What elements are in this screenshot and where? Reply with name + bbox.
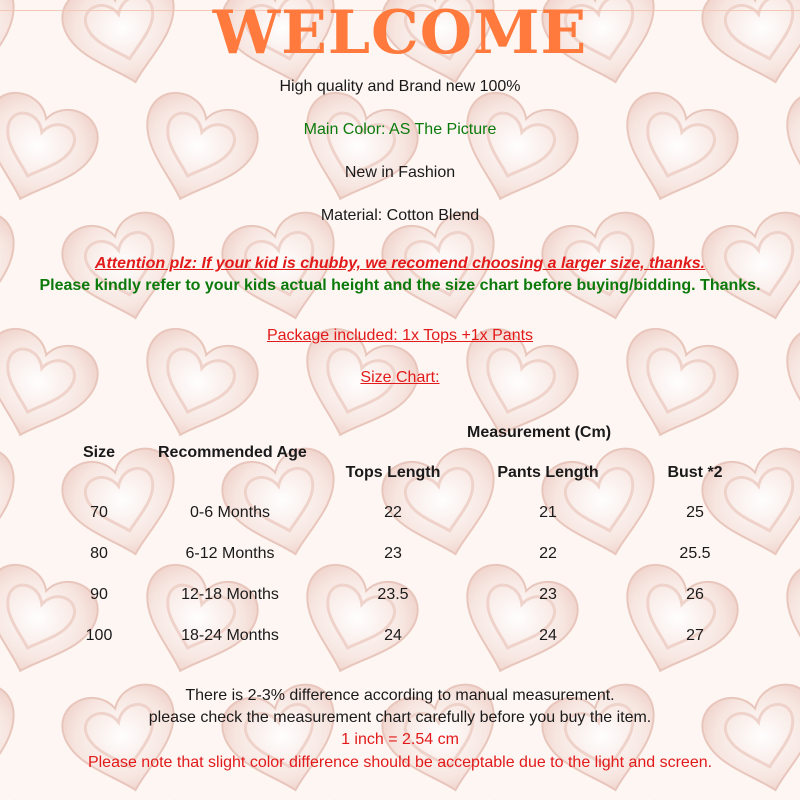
- cell-tops: 22: [384, 504, 402, 521]
- quality-text: High quality and Brand new 100%: [279, 78, 521, 95]
- size-chart-label: Size Chart:: [360, 369, 440, 386]
- cell-pants: 24: [539, 627, 557, 644]
- cell-tops: 23.5: [377, 586, 409, 603]
- header-tops-length: Tops Length: [345, 464, 441, 481]
- refer-text: Please kindly refer to your kids actual height and the size chart before buying/bidding. Thanks.: [39, 277, 761, 294]
- header-measurement: Measurement (Cm): [466, 424, 612, 441]
- cell-pants: 23: [539, 586, 557, 603]
- color-difference-note: Please note that slight color difference should be acceptable due to the light and screen.: [87, 754, 713, 771]
- fashion-text: New in Fashion: [344, 164, 456, 181]
- cell-bust: 26: [686, 586, 704, 603]
- header-pants-length: Pants Length: [497, 464, 599, 481]
- material-text: Material: Cotton Blend: [320, 207, 480, 224]
- welcome-title: WELCOME: [212, 0, 588, 68]
- check-note: please check the measurement chart carefully before you buy the item.: [148, 709, 652, 726]
- cell-size: 90: [90, 586, 108, 603]
- difference-note: There is 2-3% difference according to manual measurement.: [185, 687, 615, 704]
- cell-age: 6-12 Months: [185, 545, 275, 562]
- cell-size: 100: [85, 627, 113, 644]
- cell-tops: 24: [384, 627, 402, 644]
- cell-bust: 27: [686, 627, 704, 644]
- cell-pants: 22: [539, 545, 557, 562]
- package-text: Package included: 1x Tops +1x Pants: [266, 327, 534, 344]
- header-bust: Bust *2: [667, 464, 723, 481]
- main-color-text: Main Color: AS The Picture: [303, 121, 497, 138]
- cell-bust: 25: [686, 504, 704, 521]
- cell-age: 18-24 Months: [181, 627, 279, 644]
- header-recommended-age: Recommended Age: [158, 444, 307, 461]
- cell-size: 80: [90, 545, 108, 562]
- header-size: Size: [83, 444, 116, 461]
- cell-pants: 21: [539, 504, 557, 521]
- cell-bust: 25.5: [679, 545, 711, 562]
- cell-size: 70: [90, 504, 108, 521]
- cell-tops: 23: [384, 545, 402, 562]
- attention-text: Attention plz: If your kid is chubby, we recomend choosing a larger size, thanks.: [94, 255, 706, 272]
- cell-age: 0-6 Months: [189, 504, 271, 521]
- inch-note: 1 inch = 2.54 cm: [341, 731, 459, 748]
- cell-age: 12-18 Months: [181, 586, 279, 603]
